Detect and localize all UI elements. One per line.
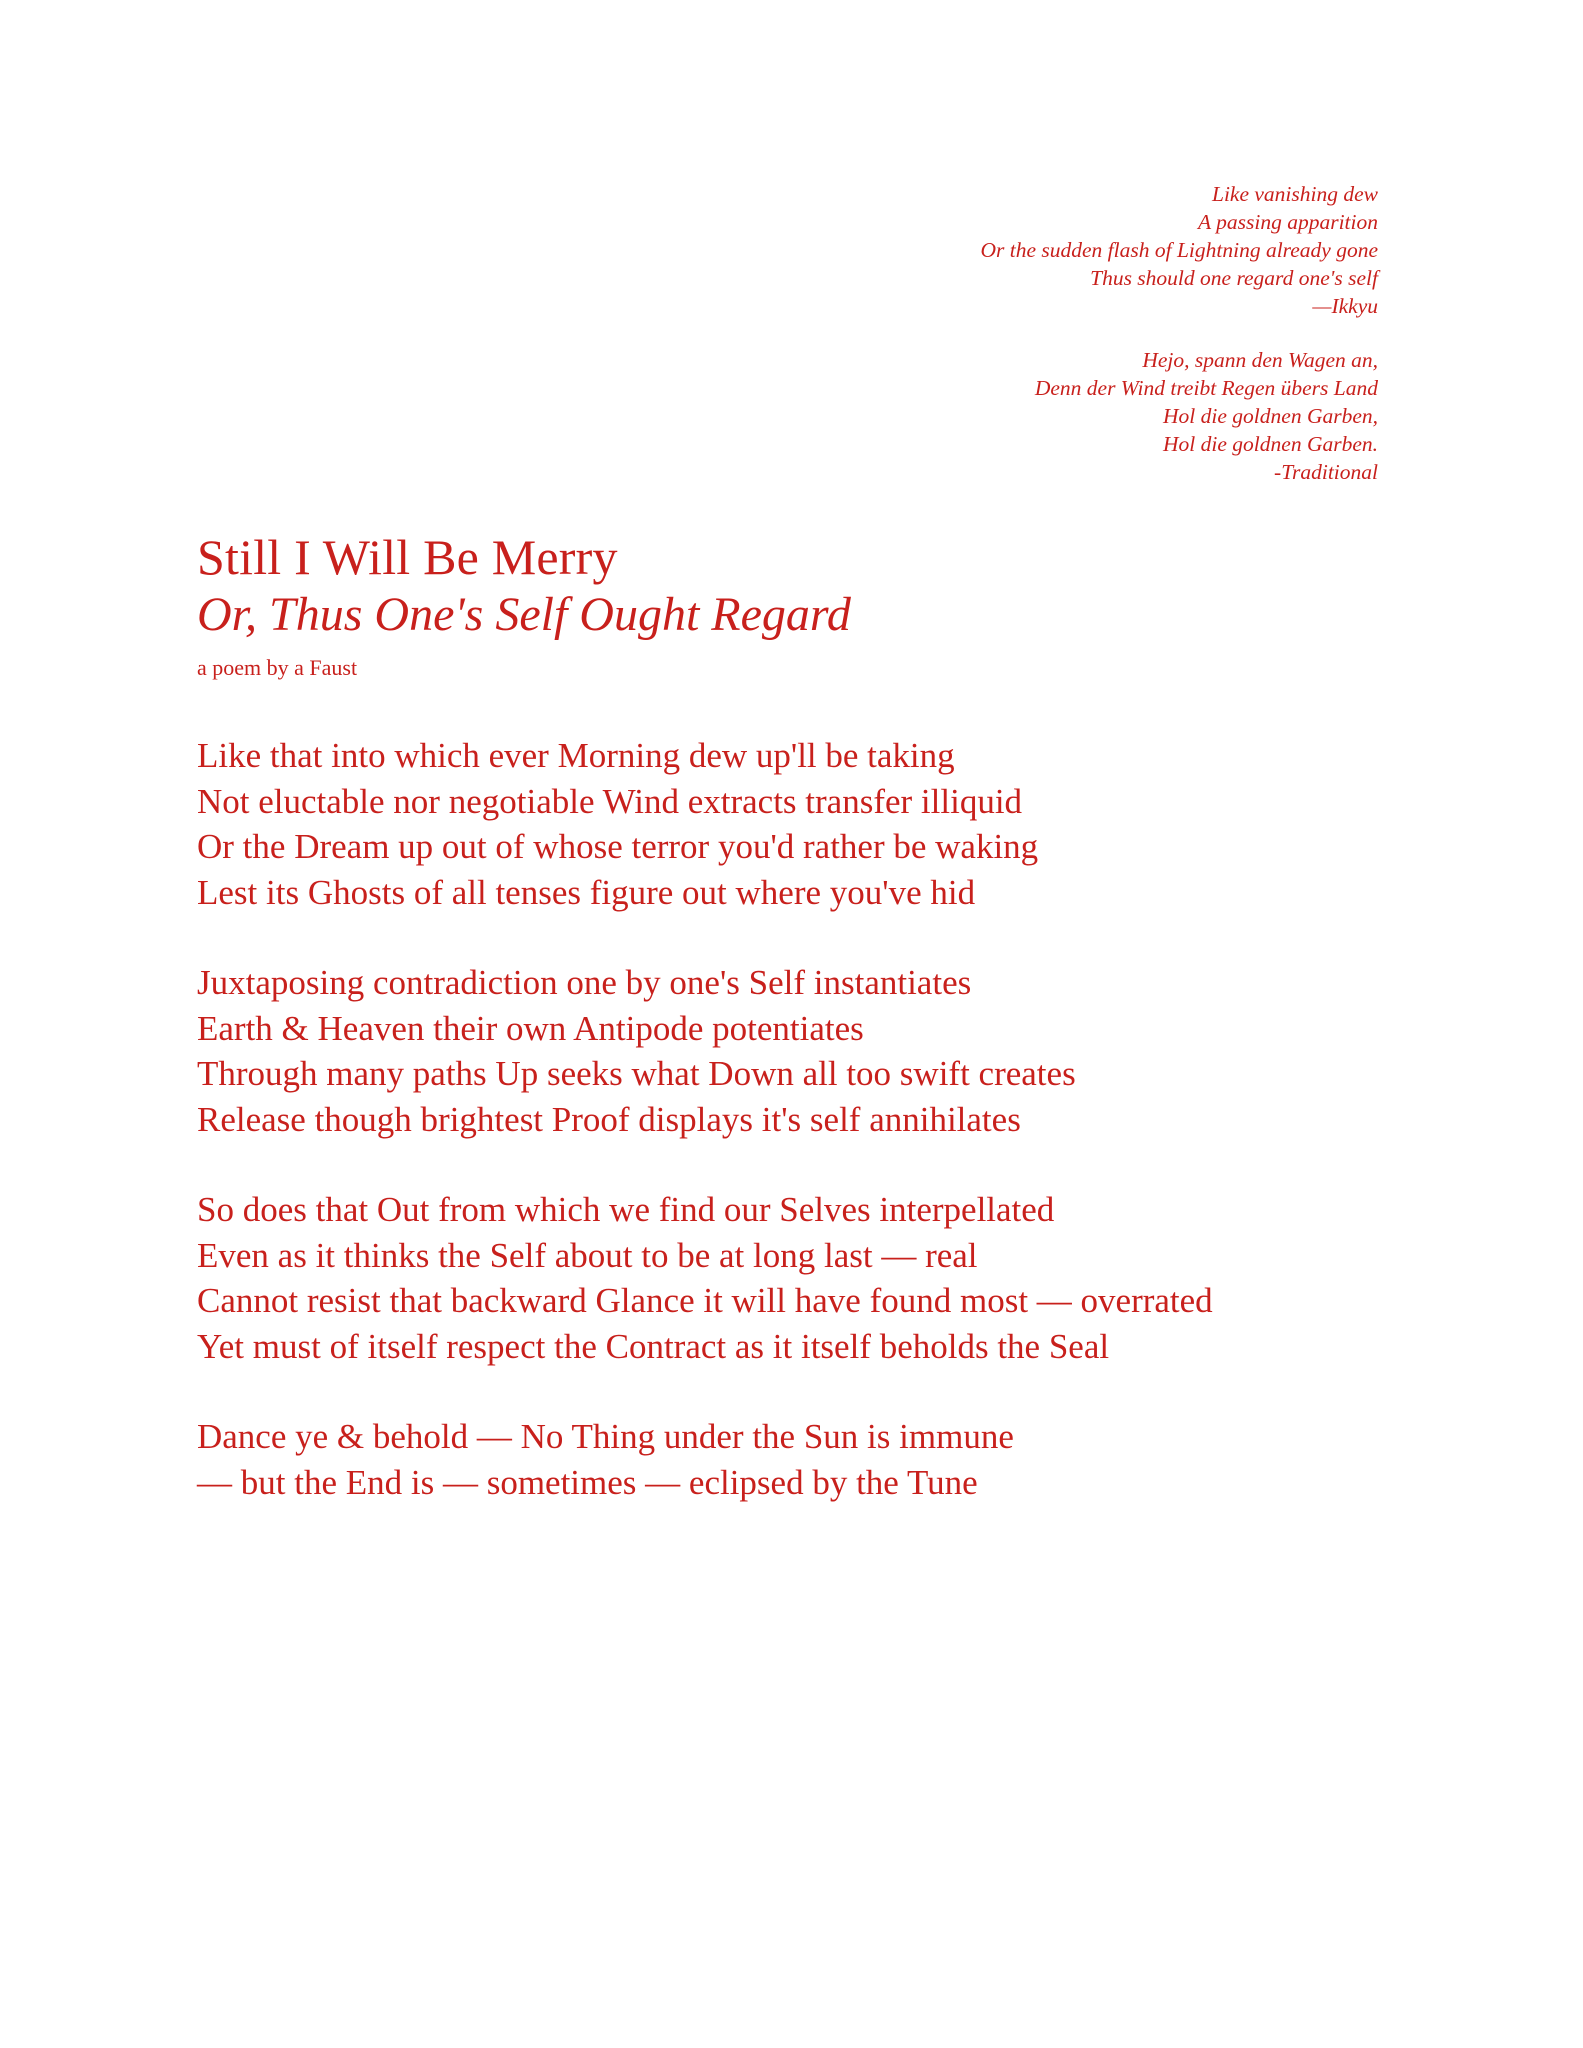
- epigraph-ikkyu: [858, 180, 1378, 320]
- poem-body: [197, 733, 1397, 1550]
- epigraph-line: Hol die goldnen Garben.: [1163, 432, 1378, 456]
- poem-line: Juxtaposing contradiction one by one's Self instantiates: [197, 963, 972, 1002]
- poem-line: Lest its Ghosts of all tenses figure out where you've hid: [197, 872, 976, 912]
- epigraph-line: Thus should one regard one's self: [1090, 266, 1378, 290]
- stanza-4: [197, 1414, 1397, 1505]
- poem-line: Not eluctable nor negotiable Wind extracts transfer illiquid: [197, 781, 1023, 821]
- epigraph-traditional: [858, 346, 1378, 486]
- epigraph-attribution: -Traditional: [1274, 460, 1378, 484]
- epigraph-line: Hol die goldnen Garben,: [1163, 404, 1378, 428]
- poem-line: — but the End is — sometimes — eclipsed by the Tune: [197, 1462, 978, 1502]
- epigraph-attribution: —Ikkyu: [1312, 294, 1378, 318]
- poem-byline: a poem by a Faust: [197, 655, 358, 680]
- poem-line: Even as it thinks the Self about to be at long last — real: [197, 1235, 978, 1275]
- poem-title: Still I Will Be Merry: [197, 529, 618, 585]
- poem-line: Or the Dream up out of whose terror you'd rather be waking: [197, 827, 1039, 866]
- stanza-2: [197, 960, 1397, 1142]
- poem-line: Like that into which ever Morning dew up'll be taking: [197, 736, 955, 775]
- epigraphs: [858, 180, 1378, 512]
- poem-line: So does that Out from which we find our Selves interpellated: [197, 1190, 1055, 1229]
- stanza-1: [197, 733, 1397, 915]
- epigraph-line: A passing apparition: [1198, 210, 1378, 234]
- epigraph-line: Denn der Wind treibt Regen übers Land: [1034, 376, 1378, 400]
- poem-subtitle: Or, Thus One's Self Ought Regard: [197, 588, 851, 641]
- poem-line: Dance ye & behold — No Thing under the Sun is immune: [197, 1417, 1014, 1456]
- stanza-3: [197, 1187, 1397, 1369]
- poem-line: Earth & Heaven their own Antipode potentiates: [197, 1008, 864, 1048]
- poem-line: Cannot resist that backward Glance it will have found most — overrated: [197, 1281, 1213, 1320]
- epigraph-line: Like vanishing dew: [1211, 182, 1378, 206]
- title-block: [197, 528, 1297, 684]
- poem-line: Yet must of itself respect the Contract as it itself beholds the Seal: [197, 1326, 1110, 1366]
- poem-line: Through many paths Up seeks what Down all too swift creates: [197, 1054, 1076, 1093]
- epigraph-line: Hejo, spann den Wagen an,: [1142, 348, 1378, 372]
- epigraph-line: Or the sudden flash of Lightning already gone: [980, 238, 1378, 262]
- poem-line: Release though brightest Proof displays it's self annihilates: [197, 1099, 1021, 1139]
